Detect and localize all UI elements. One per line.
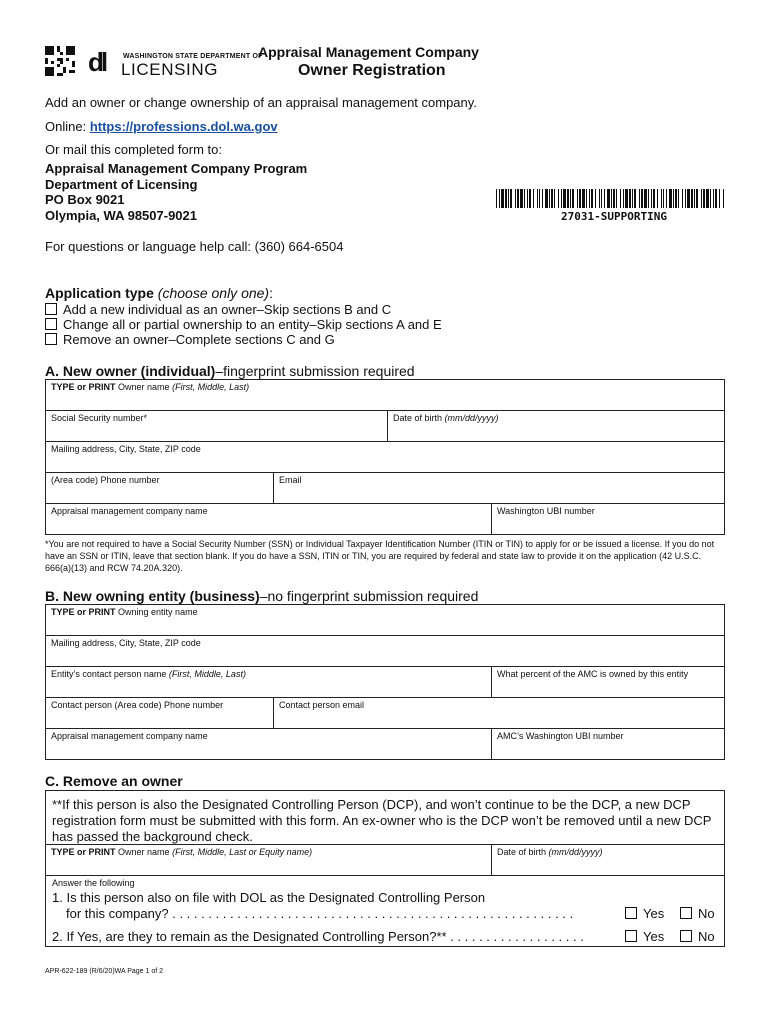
mailing-address-field[interactable]: [45, 441, 725, 473]
field-hint: (mm/dd/yyyy): [548, 847, 603, 857]
contact-phone-field[interactable]: [45, 697, 274, 729]
remove-owner-dob-field[interactable]: [491, 844, 725, 876]
field-label: Appraisal management company name: [51, 506, 208, 516]
online-link[interactable]: https://professions.dol.wa.gov: [89, 119, 278, 134]
ssn-field[interactable]: [45, 410, 388, 442]
checkbox[interactable]: [45, 303, 57, 315]
entity-ubi-field[interactable]: [491, 728, 725, 760]
checkbox[interactable]: [625, 907, 637, 919]
form-title: Appraisal Management Company: [258, 44, 479, 60]
ssn-footnote: *You are not required to have a Social Security Number (SSN) or Individual Taxpayer Identification Number (ITIN or TIN) to apply for or be issued a license. If you do not have an SSN or ITIN, leave that section blank. If you do have a SSN, ITIN or TIN, you are required by federal and state law to provide it on the application (42 U.S.C. 666(a)(13) and RCW 74.20A.320).: [45, 539, 715, 573]
field-label: Contact person email: [279, 700, 365, 710]
field-label: Date of birth: [393, 413, 443, 423]
amc-name-field[interactable]: [45, 503, 492, 535]
option-label: Change all or partial ownership to an entity–Skip sections A and E: [63, 317, 442, 332]
field-label: (Area code) Phone number: [51, 475, 160, 485]
field-label: Owner name: [118, 847, 170, 857]
mail-label: Or mail this completed form to:: [45, 142, 222, 157]
field-label: Washington UBI number: [497, 506, 595, 516]
form-subtitle: Owner Registration: [298, 62, 446, 79]
address-line-2: Department of Licensing: [45, 177, 198, 192]
field-label: Social Security number*: [51, 413, 148, 423]
barcode: [496, 189, 725, 208]
checkbox[interactable]: [680, 930, 692, 942]
contact-email-field[interactable]: [273, 697, 725, 729]
option-label: Remove an owner–Complete sections C and G: [63, 332, 335, 347]
option-add-individual[interactable]: [45, 302, 391, 317]
field-label: Date of birth: [497, 847, 547, 857]
field-label: AMC’s Washington UBI number: [497, 731, 624, 741]
field-label: Contact person (Area code) Phone number: [51, 700, 224, 710]
q1-no-option[interactable]: [680, 906, 715, 921]
q1-yes-option[interactable]: [625, 906, 664, 921]
q2-no-option[interactable]: [680, 929, 715, 944]
email-field[interactable]: [273, 472, 725, 504]
agency-name: LICENSING: [121, 60, 219, 79]
form-footer: APR-622-189 (R/6/20)WA Page 1 of 2: [45, 968, 164, 975]
section-a-heading: [45, 363, 415, 379]
address-line-3: PO Box 9021: [45, 192, 125, 207]
qr-code: [45, 46, 75, 76]
answer-label: Answer the following: [52, 878, 135, 888]
type-print-label: TYPE or PRINT: [51, 382, 116, 392]
application-type-title: Application type: [45, 285, 154, 301]
remove-owner-name-field[interactable]: [45, 844, 492, 876]
question-1-line-2: for this company? . . . . . . . . . . . . . . . . . . . . . . . . . . . . . . . . . . . . . . . . . . . . . . . . . . . . . . . .: [66, 906, 574, 921]
online-label: Online:: [45, 119, 87, 134]
option-change-entity[interactable]: [45, 317, 442, 332]
dol-logo-icon: dl: [88, 47, 106, 77]
section-c-heading: C. Remove an owner: [45, 773, 183, 789]
type-print-label: TYPE or PRINT: [51, 847, 116, 857]
yes-label: Yes: [643, 906, 665, 921]
owner-name-field[interactable]: [45, 379, 725, 411]
help-line: For questions or language help call: (360) 664-6504: [45, 239, 344, 254]
type-print-label: TYPE or PRINT: [51, 607, 116, 617]
ubi-field[interactable]: [491, 503, 725, 535]
field-label: Appraisal management company name: [51, 731, 208, 741]
entity-amc-name-field[interactable]: [45, 728, 492, 760]
application-type-heading: Application type (choose only one):: [45, 285, 273, 301]
field-hint: (First, Middle, Last or Equity name): [172, 847, 313, 857]
application-type-note: (choose only one): [157, 285, 270, 301]
section-b-note: –no fingerprint submission required: [259, 588, 479, 604]
barcode-text: 27031-SUPPORTING: [561, 210, 667, 223]
field-hint: (First, Middle, Last): [168, 669, 246, 679]
no-label: No: [698, 906, 715, 921]
online-line: [45, 119, 278, 134]
entity-mailing-field[interactable]: [45, 635, 725, 667]
form-description: Add an owner or change ownership of an appraisal management company.: [45, 95, 477, 110]
checkbox[interactable]: [45, 318, 57, 330]
field-label: Entity’s contact person name: [51, 669, 167, 679]
contact-name-field[interactable]: [45, 666, 492, 698]
q2-yes-option[interactable]: [625, 929, 664, 944]
no-label: No: [698, 929, 715, 944]
agency-name-small: WASHINGTON STATE DEPARTMENT OF: [123, 53, 263, 60]
field-label: Owner name: [118, 382, 170, 392]
section-a-note: –fingerprint submission required: [215, 363, 415, 379]
field-label: Mailing address, City, State, ZIP code: [51, 638, 201, 648]
section-a-title: A. New owner (individual): [45, 363, 216, 379]
address-line-1: Appraisal Management Company Program: [45, 161, 308, 176]
dob-field[interactable]: [387, 410, 725, 442]
field-label: Owning entity name: [118, 607, 198, 617]
field-hint: (mm/dd/yyyy): [444, 413, 499, 423]
section-b-title: B. New owning entity (business): [45, 588, 260, 604]
section-b-heading: [45, 588, 478, 604]
ownership-percent-field[interactable]: [491, 666, 725, 698]
field-hint: (First, Middle, Last): [172, 382, 250, 392]
yes-label: Yes: [643, 929, 665, 944]
question-2: 2. If Yes, are they to remain as the Designated Controlling Person?** . . . . . . . . . . . . . . . . . . .: [52, 929, 584, 944]
address-line-4: Olympia, WA 98507-9021: [45, 208, 197, 223]
field-label: What percent of the AMC is owned by this entity: [497, 669, 689, 679]
phone-field[interactable]: [45, 472, 274, 504]
field-label: Mailing address, City, State, ZIP code: [51, 444, 201, 454]
checkbox[interactable]: [680, 907, 692, 919]
option-label: Add a new individual as an owner–Skip sections B and C: [63, 302, 392, 317]
option-remove-owner[interactable]: [45, 332, 335, 347]
question-1-line-1: 1. Is this person also on file with DOL as the Designated Controlling Person: [52, 890, 486, 905]
field-label: Email: [279, 475, 302, 485]
entity-name-field[interactable]: [45, 604, 725, 636]
checkbox[interactable]: [625, 930, 637, 942]
checkbox[interactable]: [45, 333, 57, 345]
dcp-note: **If this person is also the Designated Controlling Person (DCP), and won’t continue to be the DCP, a new DCP registration form must be submitted with this form. An ex-owner who is the DCP won’t be removed until a new DCP has passed the background check.: [52, 797, 712, 844]
